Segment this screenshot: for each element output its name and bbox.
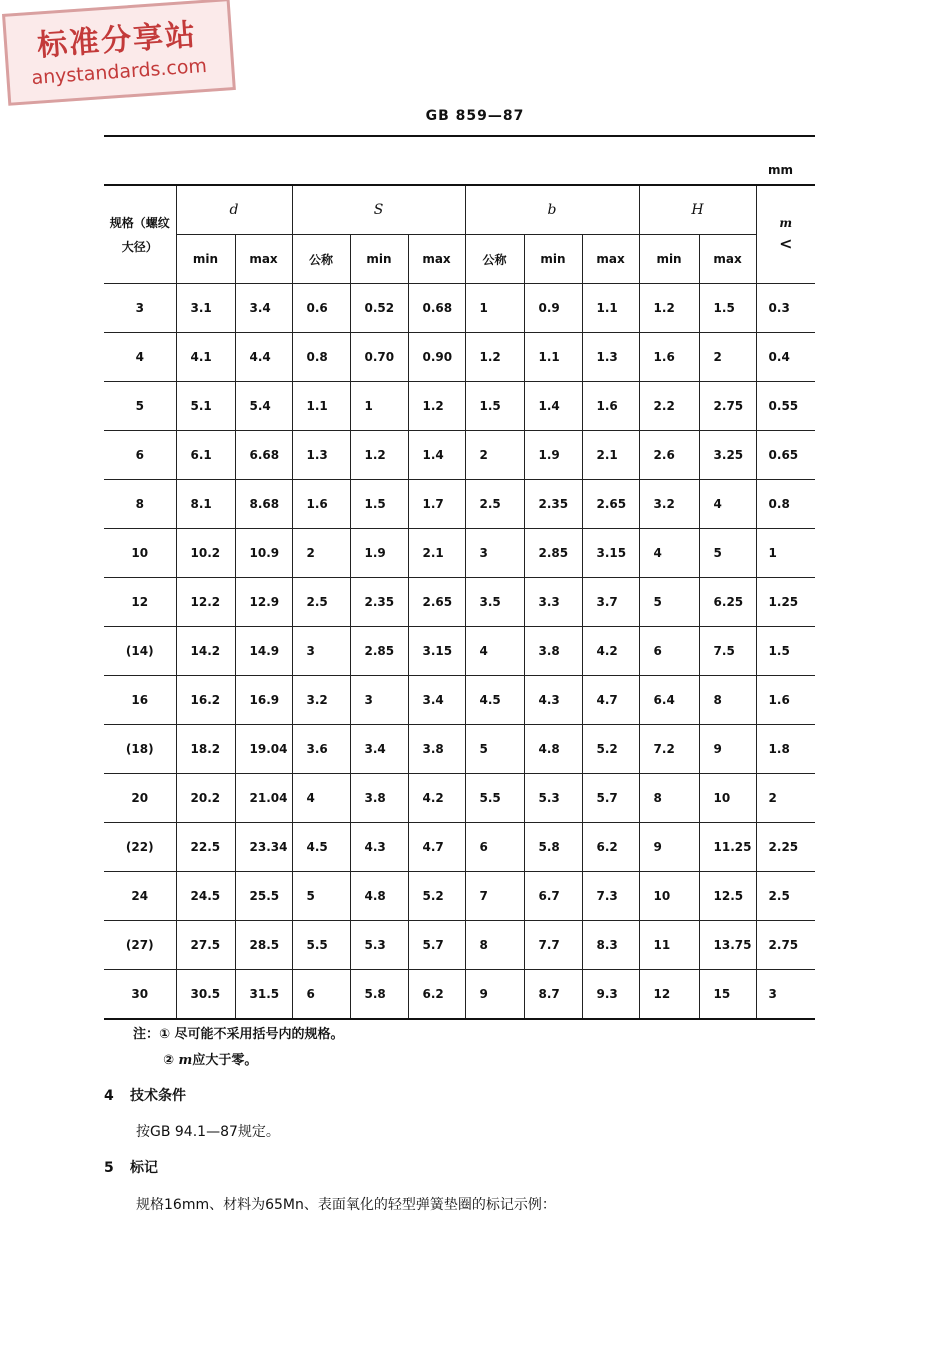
- cell-spec: 30: [104, 970, 176, 1020]
- cell-h-min: 6.4: [639, 676, 699, 725]
- cell-d-min: 22.5: [176, 823, 235, 872]
- cell-spec: 10: [104, 529, 176, 578]
- cell-d-max: 28.5: [235, 921, 292, 970]
- cell-h-min: 2.2: [639, 382, 699, 431]
- cell-b-min: 1.1: [524, 333, 582, 382]
- note-2-marker: ②: [163, 1053, 175, 1068]
- cell-s-nom: 1.3: [292, 431, 350, 480]
- cell-spec: (27): [104, 921, 176, 970]
- header-m: [756, 185, 815, 284]
- cell-h-min: 4: [639, 529, 699, 578]
- cell-b-nom: 6: [465, 823, 524, 872]
- header-b-nom: 公称: [465, 235, 524, 284]
- cell-s-min: 0.70: [350, 333, 408, 382]
- cell-h-max: 4: [699, 480, 756, 529]
- cell-h-max: 7.5: [699, 627, 756, 676]
- table-row: [104, 774, 815, 823]
- cell-s-max: 1.4: [408, 431, 465, 480]
- section-4-text: 按GB 94.1—87规定。: [136, 1124, 280, 1140]
- section-5-title: 标记: [130, 1160, 158, 1176]
- spec-table: [104, 184, 815, 1020]
- cell-h-min: 6: [639, 627, 699, 676]
- cell-b-min: 4.8: [524, 725, 582, 774]
- cell-m: 2.75: [756, 921, 815, 970]
- cell-m: 0.3: [756, 284, 815, 333]
- cell-s-nom: 3.2: [292, 676, 350, 725]
- standard-code: GB 859—87: [425, 108, 525, 124]
- cell-s-max: 0.68: [408, 284, 465, 333]
- cell-h-min: 3.2: [639, 480, 699, 529]
- cell-h-max: 11.25: [699, 823, 756, 872]
- cell-b-max: 2.1: [582, 431, 639, 480]
- cell-b-nom: 2: [465, 431, 524, 480]
- cell-d-min: 14.2: [176, 627, 235, 676]
- cell-s-max: 5.2: [408, 872, 465, 921]
- header-b: b: [465, 185, 639, 235]
- cell-b-nom: 5: [465, 725, 524, 774]
- cell-m: 2: [756, 774, 815, 823]
- cell-s-nom: 1.6: [292, 480, 350, 529]
- cell-b-nom: 1.5: [465, 382, 524, 431]
- cell-b-min: 5.3: [524, 774, 582, 823]
- cell-spec: 20: [104, 774, 176, 823]
- cell-d-min: 20.2: [176, 774, 235, 823]
- cell-b-nom: 2.5: [465, 480, 524, 529]
- cell-s-min: 1.2: [350, 431, 408, 480]
- table-row: [104, 627, 815, 676]
- cell-b-min: 3.8: [524, 627, 582, 676]
- cell-b-min: 6.7: [524, 872, 582, 921]
- cell-b-max: 4.2: [582, 627, 639, 676]
- cell-spec: 6: [104, 431, 176, 480]
- table-row: [104, 284, 815, 333]
- header-d-min: min: [176, 235, 235, 284]
- cell-s-nom: 1.1: [292, 382, 350, 431]
- note-1: [133, 1022, 344, 1048]
- cell-s-max: 3.8: [408, 725, 465, 774]
- cell-s-max: 2.65: [408, 578, 465, 627]
- cell-h-max: 10: [699, 774, 756, 823]
- cell-b-nom: 4: [465, 627, 524, 676]
- cell-b-min: 2.35: [524, 480, 582, 529]
- header-s: S: [292, 185, 465, 235]
- cell-s-nom: 3: [292, 627, 350, 676]
- cell-h-max: 3.25: [699, 431, 756, 480]
- cell-s-min: 4.3: [350, 823, 408, 872]
- header-row-sub: [104, 235, 815, 284]
- cell-s-max: 3.4: [408, 676, 465, 725]
- cell-b-max: 1.3: [582, 333, 639, 382]
- header-h-max: max: [699, 235, 756, 284]
- header-spec: 规格（螺纹大径）: [104, 185, 176, 284]
- cell-b-min: 2.85: [524, 529, 582, 578]
- cell-b-min: 1.4: [524, 382, 582, 431]
- cell-s-min: 5.8: [350, 970, 408, 1020]
- cell-d-max: 21.04: [235, 774, 292, 823]
- header-s-max: max: [408, 235, 465, 284]
- cell-h-max: 2: [699, 333, 756, 382]
- note-1-text: ① 尽可能不采用括号内的规格。: [159, 1027, 344, 1042]
- note-2: [133, 1048, 344, 1074]
- cell-s-nom: 5: [292, 872, 350, 921]
- cell-b-min: 4.3: [524, 676, 582, 725]
- cell-s-nom: 4: [292, 774, 350, 823]
- cell-s-max: 1.7: [408, 480, 465, 529]
- cell-d-max: 8.68: [235, 480, 292, 529]
- section-4-heading: [104, 1085, 186, 1105]
- cell-d-max: 14.9: [235, 627, 292, 676]
- cell-h-max: 12.5: [699, 872, 756, 921]
- cell-b-nom: 9: [465, 970, 524, 1020]
- header-m-label: m: [779, 216, 793, 230]
- cell-s-max: 0.90: [408, 333, 465, 382]
- cell-m: 3: [756, 970, 815, 1020]
- table-row: [104, 382, 815, 431]
- cell-s-nom: 2.5: [292, 578, 350, 627]
- cell-d-max: 3.4: [235, 284, 292, 333]
- cell-b-max: 5.7: [582, 774, 639, 823]
- cell-m: 0.55: [756, 382, 815, 431]
- table-row: [104, 823, 815, 872]
- cell-b-max: 9.3: [582, 970, 639, 1020]
- cell-spec: 12: [104, 578, 176, 627]
- table-row: [104, 431, 815, 480]
- cell-s-max: 6.2: [408, 970, 465, 1020]
- table-row: [104, 529, 815, 578]
- cell-s-max: 5.7: [408, 921, 465, 970]
- cell-b-max: 5.2: [582, 725, 639, 774]
- section-5-text: 规格16mm、材料为65Mn、表面氧化的轻型弹簧垫圈的标记示例：: [136, 1197, 556, 1213]
- header-h-min: min: [639, 235, 699, 284]
- cell-d-max: 12.9: [235, 578, 292, 627]
- header-s-min: min: [350, 235, 408, 284]
- cell-s-min: 0.52: [350, 284, 408, 333]
- header-m-symbol: <: [779, 234, 793, 253]
- cell-b-max: 6.2: [582, 823, 639, 872]
- cell-s-min: 3.8: [350, 774, 408, 823]
- cell-d-max: 31.5: [235, 970, 292, 1020]
- cell-d-max: 10.9: [235, 529, 292, 578]
- cell-s-nom: 2: [292, 529, 350, 578]
- unit-label: mm: [768, 163, 794, 177]
- cell-h-max: 15: [699, 970, 756, 1020]
- section-4-number: 4: [104, 1088, 114, 1104]
- cell-b-max: 8.3: [582, 921, 639, 970]
- cell-d-min: 16.2: [176, 676, 235, 725]
- cell-d-min: 4.1: [176, 333, 235, 382]
- cell-b-max: 1.1: [582, 284, 639, 333]
- cell-m: 1.8: [756, 725, 815, 774]
- cell-m: 0.8: [756, 480, 815, 529]
- cell-h-max: 8: [699, 676, 756, 725]
- cell-h-max: 13.75: [699, 921, 756, 970]
- cell-s-min: 2.85: [350, 627, 408, 676]
- header-h: H: [639, 185, 756, 235]
- cell-d-min: 3.1: [176, 284, 235, 333]
- cell-b-min: 8.7: [524, 970, 582, 1020]
- cell-b-min: 0.9: [524, 284, 582, 333]
- cell-spec: 4: [104, 333, 176, 382]
- cell-s-nom: 6: [292, 970, 350, 1020]
- cell-d-max: 19.04: [235, 725, 292, 774]
- cell-s-nom: 0.6: [292, 284, 350, 333]
- cell-b-min: 3.3: [524, 578, 582, 627]
- section-5-number: 5: [104, 1160, 114, 1176]
- cell-d-min: 8.1: [176, 480, 235, 529]
- table-row: [104, 872, 815, 921]
- note-prefix: 注：: [133, 1027, 160, 1042]
- cell-spec: 16: [104, 676, 176, 725]
- header-b-min: min: [524, 235, 582, 284]
- cell-b-nom: 7: [465, 872, 524, 921]
- watermark-cn: 标准分享站: [36, 17, 199, 64]
- cell-h-min: 9: [639, 823, 699, 872]
- cell-d-max: 16.9: [235, 676, 292, 725]
- cell-m: 2.25: [756, 823, 815, 872]
- cell-h-min: 1.6: [639, 333, 699, 382]
- cell-d-min: 30.5: [176, 970, 235, 1020]
- cell-m: 2.5: [756, 872, 815, 921]
- cell-s-min: 5.3: [350, 921, 408, 970]
- cell-m: 0.4: [756, 333, 815, 382]
- cell-m: 1.5: [756, 627, 815, 676]
- cell-b-max: 4.7: [582, 676, 639, 725]
- watermark-en: anystandards.com: [30, 54, 208, 90]
- cell-b-nom: 3.5: [465, 578, 524, 627]
- header-d-max: max: [235, 235, 292, 284]
- cell-b-nom: 5.5: [465, 774, 524, 823]
- table-row: [104, 480, 815, 529]
- cell-s-nom: 4.5: [292, 823, 350, 872]
- cell-h-min: 2.6: [639, 431, 699, 480]
- cell-h-min: 1.2: [639, 284, 699, 333]
- table-row: [104, 333, 815, 382]
- table-body: [104, 284, 815, 1020]
- cell-b-min: 1.9: [524, 431, 582, 480]
- cell-spec: 3: [104, 284, 176, 333]
- cell-d-max: 5.4: [235, 382, 292, 431]
- cell-d-min: 6.1: [176, 431, 235, 480]
- cell-b-max: 3.15: [582, 529, 639, 578]
- cell-m: 1.6: [756, 676, 815, 725]
- cell-h-max: 9: [699, 725, 756, 774]
- cell-b-min: 7.7: [524, 921, 582, 970]
- cell-h-min: 11: [639, 921, 699, 970]
- cell-spec: (14): [104, 627, 176, 676]
- table-row: [104, 921, 815, 970]
- cell-d-max: 23.34: [235, 823, 292, 872]
- cell-d-min: 18.2: [176, 725, 235, 774]
- cell-s-nom: 5.5: [292, 921, 350, 970]
- cell-h-min: 10: [639, 872, 699, 921]
- cell-b-max: 1.6: [582, 382, 639, 431]
- cell-s-min: 1.9: [350, 529, 408, 578]
- header-rule: [104, 135, 815, 137]
- cell-b-min: 5.8: [524, 823, 582, 872]
- note-2-m: m: [178, 1053, 193, 1068]
- cell-s-nom: 0.8: [292, 333, 350, 382]
- table-row: [104, 725, 815, 774]
- cell-d-min: 10.2: [176, 529, 235, 578]
- header-s-nom: 公称: [292, 235, 350, 284]
- cell-s-min: 4.8: [350, 872, 408, 921]
- cell-h-max: 5: [699, 529, 756, 578]
- cell-s-min: 2.35: [350, 578, 408, 627]
- cell-spec: (18): [104, 725, 176, 774]
- cell-d-min: 27.5: [176, 921, 235, 970]
- cell-s-min: 1.5: [350, 480, 408, 529]
- cell-s-max: 4.7: [408, 823, 465, 872]
- cell-b-nom: 1.2: [465, 333, 524, 382]
- cell-d-max: 25.5: [235, 872, 292, 921]
- table-row: [104, 970, 815, 1020]
- cell-h-max: 6.25: [699, 578, 756, 627]
- cell-spec: (22): [104, 823, 176, 872]
- cell-b-nom: 8: [465, 921, 524, 970]
- cell-h-min: 5: [639, 578, 699, 627]
- cell-s-max: 4.2: [408, 774, 465, 823]
- cell-h-min: 12: [639, 970, 699, 1020]
- cell-b-max: 7.3: [582, 872, 639, 921]
- cell-h-max: 2.75: [699, 382, 756, 431]
- cell-spec: 8: [104, 480, 176, 529]
- header-b-max: max: [582, 235, 639, 284]
- cell-d-max: 6.68: [235, 431, 292, 480]
- section-4-title: 技术条件: [130, 1088, 186, 1104]
- cell-s-min: 3.4: [350, 725, 408, 774]
- cell-s-nom: 3.6: [292, 725, 350, 774]
- cell-s-max: 2.1: [408, 529, 465, 578]
- cell-s-min: 3: [350, 676, 408, 725]
- cell-spec: 5: [104, 382, 176, 431]
- cell-h-min: 7.2: [639, 725, 699, 774]
- cell-s-min: 1: [350, 382, 408, 431]
- cell-spec: 24: [104, 872, 176, 921]
- cell-h-max: 1.5: [699, 284, 756, 333]
- cell-b-nom: 4.5: [465, 676, 524, 725]
- cell-d-min: 12.2: [176, 578, 235, 627]
- note-2-text: 应大于零。: [192, 1053, 258, 1068]
- table-row: [104, 676, 815, 725]
- cell-m: 1: [756, 529, 815, 578]
- cell-m: 0.65: [756, 431, 815, 480]
- cell-s-max: 1.2: [408, 382, 465, 431]
- cell-b-max: 2.65: [582, 480, 639, 529]
- watermark-stamp: [2, 0, 236, 106]
- section-5-heading: [104, 1157, 158, 1177]
- cell-b-max: 3.7: [582, 578, 639, 627]
- cell-s-max: 3.15: [408, 627, 465, 676]
- cell-d-max: 4.4: [235, 333, 292, 382]
- table-row: [104, 578, 815, 627]
- header-row-groups: [104, 185, 815, 235]
- cell-b-nom: 1: [465, 284, 524, 333]
- cell-b-nom: 3: [465, 529, 524, 578]
- notes: [133, 1022, 344, 1074]
- cell-d-min: 24.5: [176, 872, 235, 921]
- cell-d-min: 5.1: [176, 382, 235, 431]
- header-d: d: [176, 185, 292, 235]
- cell-h-min: 8: [639, 774, 699, 823]
- cell-m: 1.25: [756, 578, 815, 627]
